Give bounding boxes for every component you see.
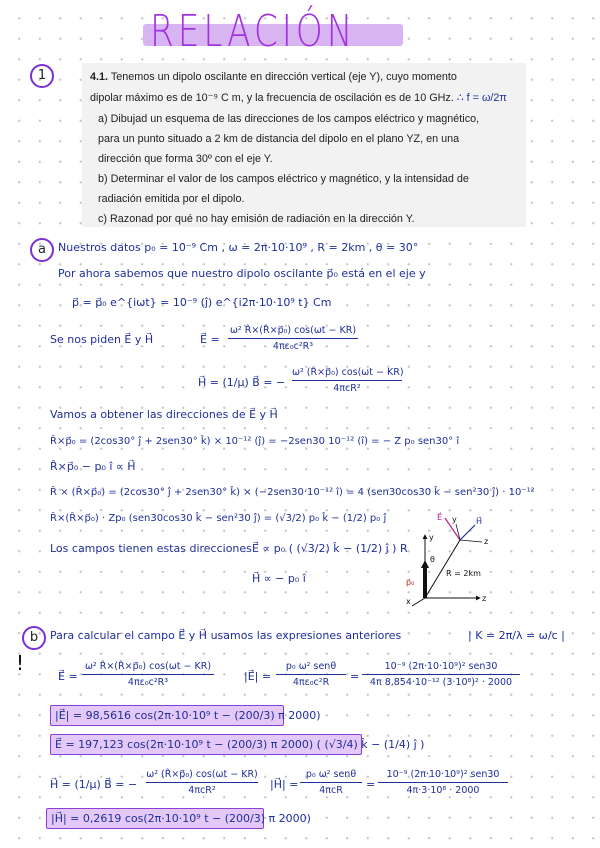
result-H-magnitude: |H⃗| = 0,2619 cos(2π·10·10⁹ t − (200/3) π 2000) bbox=[46, 808, 264, 829]
E-direction: E⃗ ∝ p₀ ( (√3/2) k̂ − (1/2) ĵ ) R bbox=[252, 542, 408, 555]
label-p0: p⃗₀ bbox=[406, 578, 415, 587]
result-E-vector: E⃗ = 197,123 cos(2π·10·10⁹ t − (200/3) π 2000) ( (√3/4) k̂ − (1/4) ĵ ) bbox=[50, 734, 362, 755]
page-title: RELACIÓN bbox=[150, 6, 357, 57]
H-direction-line: R̂×p⃗₀ − p₀ î ∝ H⃗ bbox=[50, 460, 136, 473]
E-eq-denominator: 4πε₀c²R³ bbox=[272, 341, 314, 352]
E-mag-fraction: p₀ ω² senθ 4πε₀c²R bbox=[276, 660, 346, 689]
problem-label: 4.1. bbox=[90, 71, 109, 83]
dipole-axis-line: Por ahora sabemos que nuestro dipolo oscilante p⃗₀ está en el eje y bbox=[58, 267, 426, 280]
part-b-line-2: radiación emitida por el dipolo. bbox=[98, 193, 245, 205]
asked-fields-line: Se nos piden E⃗ y H⃗ bbox=[50, 333, 154, 346]
part-b-line-1: b) Determinar el valor de los campos eléctrico y magnético, y la intensidad de bbox=[98, 173, 469, 185]
part-a-line-3: dirección que forma 30º con el eje Y. bbox=[98, 153, 273, 165]
H-eq-denominator: 4πcR² bbox=[333, 383, 361, 394]
H-vector bbox=[460, 525, 475, 540]
frequency-note: ∴ f = ω/2π bbox=[456, 92, 507, 104]
warning-mark: ! bbox=[16, 651, 25, 675]
H-eq-lhs: H⃗ = (1/μ) B⃗ = − bbox=[198, 376, 286, 389]
problem-line-1: 4.1. Tenemos un dipolo oscilante en dirección vertical (eje Y), cuyo momento bbox=[90, 71, 457, 83]
part-a-line-1: a) Dibujad un esquema de las direcciones de los campos eléctrico y magnético, bbox=[98, 113, 480, 125]
wavenumber-note: | K = 2π/λ = ω/c | bbox=[468, 629, 565, 642]
label-x: x bbox=[406, 597, 411, 606]
label-z: z bbox=[482, 594, 487, 603]
H-direction: H⃗ ∝ − p₀ î bbox=[252, 572, 306, 585]
fields-directions-intro: Los campos tienen estas direcciones bbox=[50, 542, 252, 555]
H-mag-fraction: p₀ ω² senθ 4πcR bbox=[300, 768, 362, 797]
problem-line-2: dipolar máximo es de 10⁻⁹ C m, y la frecuencia de oscilación es de 10 GHz. ∴ f = ω/2π bbox=[90, 92, 507, 104]
double-cross-line: R̂ × (R̂×p⃗₀) = (2cos30° ĵ + 2sen30° k̂) × (−2sen30·10⁻¹² î) = 4 (sen30cos30 k̂ − sen²30 ĵ) · 10⁻¹² bbox=[50, 487, 535, 498]
part-c-line: c) Razonad por qué no hay emisión de radiación en la dirección Y. bbox=[98, 213, 415, 225]
label-theta: θ bbox=[430, 555, 435, 564]
part-a-marker: a bbox=[30, 238, 54, 262]
E-mag-numeric-fraction: 10⁻⁹ (2π·10·10⁹)² sen30 4π 8,854·10⁻¹² (3·10⁸)² · 2000 bbox=[362, 660, 520, 689]
label-y: y bbox=[429, 533, 434, 542]
label-E: E⃗ bbox=[437, 513, 443, 522]
E-mag-lhs: |E⃗| = bbox=[244, 670, 272, 683]
local-z-axis bbox=[460, 540, 482, 542]
double-cross-simplified: R̂×(R̂×p⃗₀) · Zp₀ (sen30cos30 k̂ − sen²30 ĵ) = (√3/2) p₀ k̂ − (1/2) p₀ ĵ bbox=[50, 513, 387, 524]
label-R: R = 2km bbox=[446, 569, 481, 578]
H-eq-fraction bbox=[292, 366, 402, 395]
part-b-marker: b bbox=[22, 626, 46, 650]
part-a-line-2: para un punto situado a 2 km de distancia del dipolo en el plano YZ, en una bbox=[98, 133, 460, 145]
problem-statement bbox=[82, 63, 526, 227]
label-H: H⃗ bbox=[476, 517, 483, 526]
H-eq-numerator: ω² (R̂×p⃗₀) cos(ωt − KR) bbox=[292, 367, 404, 378]
result-E-magnitude: |E⃗| = 98,5616 cos(2π·10·10⁹ t − (200/3) π 2000) bbox=[50, 705, 284, 726]
cross-product-line: R̂×p⃗₀ = (2cos30° ĵ + 2sen30° k̂) × 10⁻¹² (ĵ) = −2sen30 10⁻¹² (î) = − Z p₀ sen30° î bbox=[50, 436, 460, 447]
H-general-lhs: H⃗ = (1/μ) B⃗ = − bbox=[50, 778, 138, 791]
x-axis bbox=[412, 598, 425, 606]
part-b-intro: Para calcular el campo E⃗ y H⃗ usamos las expresiones anteriores bbox=[50, 629, 402, 642]
field-directions-diagram bbox=[400, 510, 510, 610]
label-local-y: y bbox=[452, 515, 457, 524]
E-general-lhs: E⃗ = bbox=[58, 670, 78, 683]
E-eq-numerator: ω² R̂×(R̂×p⃗₀) cos(ωt − KR) bbox=[229, 325, 357, 336]
H-general-fraction: ω² (R̂×p⃗₀) cos(ωt − KR) 4πcR² bbox=[146, 769, 258, 796]
E-eq-lhs: E⃗ = bbox=[200, 333, 220, 346]
problem-number: 1 bbox=[30, 64, 54, 88]
E-eq-fraction bbox=[228, 324, 358, 353]
given-data-line: Nuestros datos p₀ = 10⁻⁹ Cm , ω = 2π·10·10⁹ , R = 2km , θ = 30° bbox=[58, 241, 419, 254]
H-mag-lhs: |H⃗| = bbox=[270, 778, 299, 791]
directions-intro: Vamos a obtener las direcciones de E⃗ y H⃗ bbox=[50, 408, 278, 421]
dipole-moment-eq: p⃗ = p⃗₀ e^{iωt} = 10⁻⁹ (ĵ) e^{i2π·10·10⁹ t} Cm bbox=[72, 296, 332, 309]
label-local-z: z bbox=[484, 537, 489, 546]
E-general-fraction: ω² R̂×(R̂×p⃗₀) cos(ωt − KR) 4πε₀c²R³ bbox=[82, 660, 214, 689]
H-mag-numeric-fraction: 10⁻⁹ (2π·10·10⁹)² sen30 4π·3·10⁸ · 2000 bbox=[378, 768, 508, 797]
